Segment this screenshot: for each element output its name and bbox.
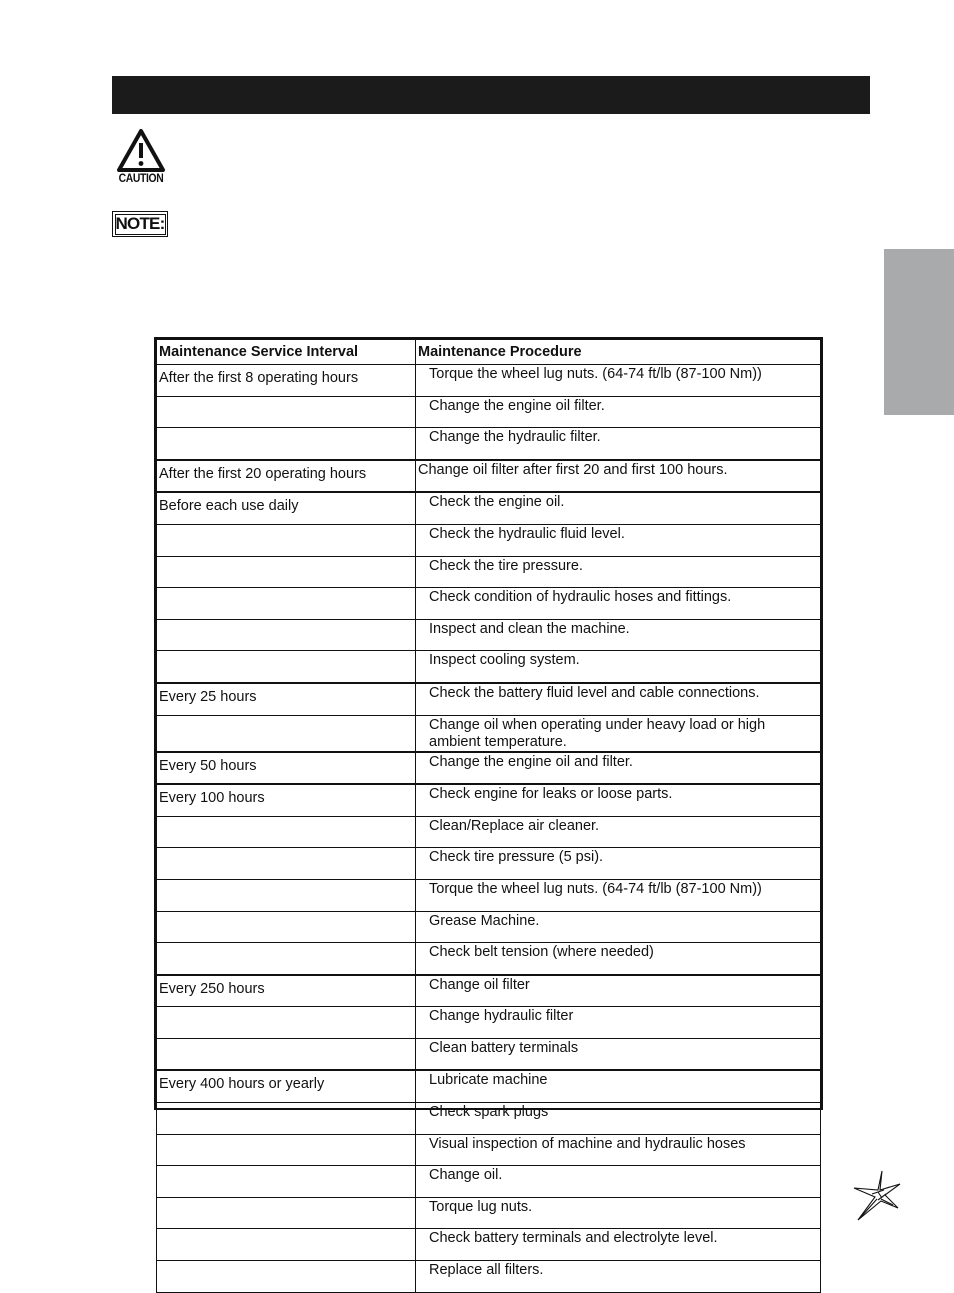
procedure-cell: Check tire pressure (5 psi). [416,848,821,880]
interval-cell [157,651,416,683]
table-row [157,848,821,880]
interval-cell [157,879,416,911]
interval-cell [157,588,416,620]
procedure-cell: Torque lug nuts. [416,1197,821,1229]
table-row [157,911,821,943]
procedure-cell: Check condition of hydraulic hoses and fittings. [416,588,821,620]
interval-cell: Every 100 hours [157,784,416,816]
table-row [157,1038,821,1070]
procedure-cell: Torque the wheel lug nuts. (64-74 ft/lb (87-100 Nm)) [416,879,821,911]
procedure-cell: Change the hydraulic filter. [416,428,821,460]
procedure-cell: Visual inspection of machine and hydraulic hoses [416,1134,821,1166]
table-row [157,556,821,588]
procedure-cell: Lubricate machine [416,1070,821,1102]
interval-cell: After the first 8 operating hours [157,365,416,397]
procedure-cell: Inspect and clean the machine. [416,619,821,651]
interval-cell [157,943,416,975]
interval-cell [157,911,416,943]
column-header-procedure: Maintenance Procedure [416,340,821,365]
table-row [157,1261,821,1293]
interval-cell [157,1197,416,1229]
table-row [157,1007,821,1039]
table-row [157,784,821,816]
interval-cell [157,1103,416,1135]
procedure-cell: Check belt tension (where needed) [416,943,821,975]
procedure-cell: Change oil filter [416,975,821,1007]
interval-cell [157,556,416,588]
procedure-cell: Check battery terminals and electrolyte level. [416,1229,821,1261]
interval-cell [157,1007,416,1039]
column-header-interval: Maintenance Service Interval [157,340,416,365]
interval-cell: Before each use daily [157,492,416,524]
table-row [157,651,821,683]
table-row [157,975,821,1007]
procedure-cell: Inspect cooling system. [416,651,821,683]
table-row [157,879,821,911]
caution-label: CAUTION [118,173,164,185]
table-row [157,943,821,975]
side-section-tab [884,249,954,415]
procedure-cell: Check the tire pressure. [416,556,821,588]
interval-cell [157,524,416,556]
procedure-cell: Clean/Replace air cleaner. [416,816,821,848]
star-logo-icon [848,1168,904,1224]
interval-cell [157,396,416,428]
table-row [157,1134,821,1166]
procedure-cell: Change the engine oil and filter. [416,752,821,785]
interval-cell [157,1038,416,1070]
procedure-cell: Replace all filters. [416,1261,821,1293]
interval-cell [157,1261,416,1293]
interval-cell: Every 25 hours [157,683,416,715]
procedure-cell: Change oil. [416,1166,821,1198]
procedure-cell: Change the engine oil filter. [416,396,821,428]
table-row [157,715,821,752]
table-row [157,1166,821,1198]
table-row [157,1103,821,1135]
table-row [157,428,821,460]
procedure-cell: Torque the wheel lug nuts. (64-74 ft/lb (87-100 Nm)) [416,365,821,397]
interval-cell [157,816,416,848]
note-label: NOTE: [115,214,165,233]
table-row [157,524,821,556]
table-header-row [157,340,821,365]
table-row [157,1229,821,1261]
table-row [157,619,821,651]
procedure-cell: Change oil filter after first 20 and first 100 hours. [416,460,821,493]
procedure-cell: Check spark plugs [416,1103,821,1135]
procedure-cell: Check engine for leaks or loose parts. [416,784,821,816]
table-row [157,492,821,524]
interval-cell: Every 50 hours [157,752,416,785]
interval-cell [157,1229,416,1261]
interval-cell [157,619,416,651]
procedure-cell: Check the hydraulic fluid level. [416,524,821,556]
table-row [157,1070,821,1102]
table-row [157,1197,821,1229]
procedure-cell: Check the battery fluid level and cable connections. [416,683,821,715]
interval-cell [157,1166,416,1198]
interval-cell [157,1134,416,1166]
maintenance-schedule-table [154,337,823,1279]
caution-triangle-icon [116,128,166,174]
table-row [157,588,821,620]
section-header-bar [112,76,870,114]
table-row [157,460,821,493]
table-row [157,365,821,397]
interval-cell: Every 250 hours [157,975,416,1007]
interval-cell [157,715,416,752]
procedure-cell: Change hydraulic filter [416,1007,821,1039]
procedure-cell: Clean battery terminals [416,1038,821,1070]
procedure-cell: Change oil when operating under heavy load or high ambient temperature. [416,715,821,752]
table-row [157,396,821,428]
procedure-cell: Grease Machine. [416,911,821,943]
interval-cell [157,848,416,880]
note-badge [112,211,168,237]
interval-cell [157,428,416,460]
interval-cell: After the first 20 operating hours [157,460,416,493]
table-row [157,683,821,715]
procedure-cell: Check the engine oil. [416,492,821,524]
table-row [157,816,821,848]
interval-cell: Every 400 hours or yearly [157,1070,416,1102]
caution-symbol [112,128,170,188]
table-row [157,752,821,785]
